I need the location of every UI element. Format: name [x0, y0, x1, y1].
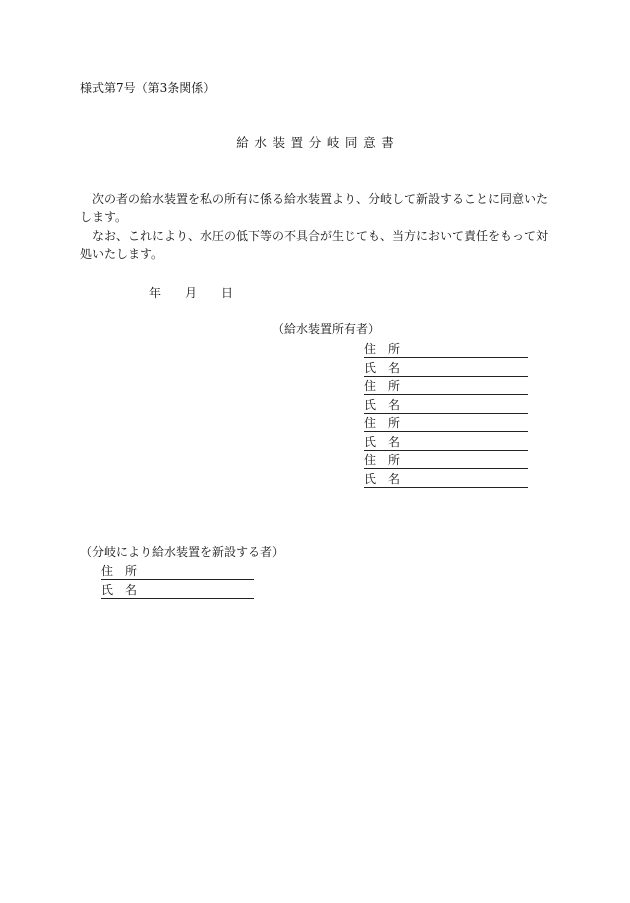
form-number: 様式第7号（第3条関係） [80, 81, 216, 95]
address-label: 住 所 [364, 342, 401, 356]
owner-3-address-field[interactable] [364, 414, 528, 432]
document-title: 給水装置分岐同意書 [236, 135, 400, 150]
new-installer-name-field[interactable] [101, 581, 254, 599]
owner-4-address-field[interactable] [364, 451, 528, 469]
address-label: 住 所 [364, 416, 401, 430]
new-installer-address-field[interactable] [101, 562, 254, 580]
address-label: 住 所 [364, 453, 401, 467]
name-label: 氏 名 [364, 471, 401, 486]
new-installer-section-heading: （分岐により給水装置を新設する者） [80, 545, 285, 559]
owner-section-heading: （給水装置所有者） [272, 322, 381, 336]
month-label: 月 [185, 286, 198, 300]
owner-2-name-field[interactable] [364, 396, 528, 414]
name-label: 氏 名 [364, 360, 401, 375]
name-label: 氏 名 [364, 434, 401, 449]
owner-4-name-field[interactable] [364, 470, 528, 488]
year-label: 年 [149, 286, 162, 300]
owner-2-address-field[interactable] [364, 377, 528, 395]
responsibility-paragraph: なお、これにより、水圧の低下等の不具合が生じても、当方において責任をもって対処いたします。 [80, 229, 549, 261]
address-label: 住 所 [101, 564, 138, 578]
name-label: 氏 名 [101, 583, 138, 597]
owner-3-name-field[interactable] [364, 433, 528, 451]
consent-paragraph: 次の者の給水装置を私の所有に係る給水装置より、分岐して新設することに同意いたします。 [80, 192, 549, 224]
name-label: 氏 名 [364, 397, 401, 412]
address-label: 住 所 [364, 379, 401, 393]
day-label: 日 [221, 286, 234, 300]
owner-1-address-field[interactable] [364, 340, 528, 358]
owner-1-name-field[interactable] [364, 359, 528, 377]
